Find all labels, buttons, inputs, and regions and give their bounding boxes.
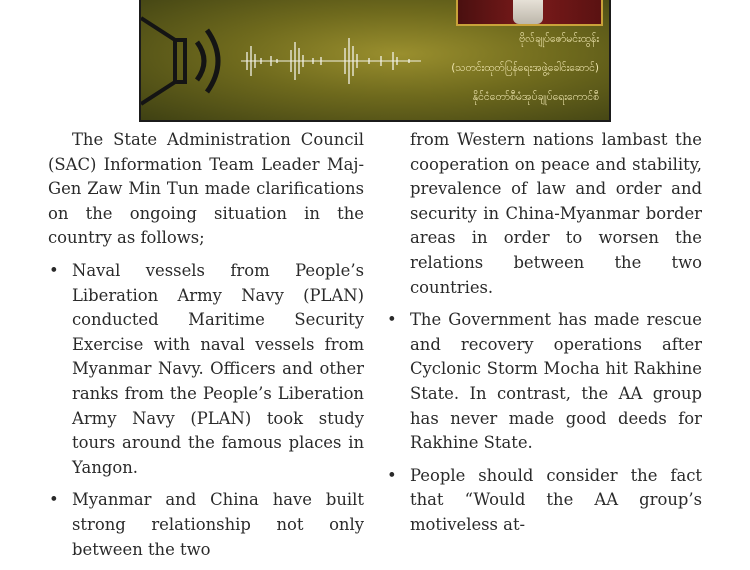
bullet-icon: • [387,465,397,485]
audio-banner [139,0,611,122]
speaker-org: နိုင်ငံတော်စီမံအုပ်ချုပ်ရေးကောင်စီ [472,91,599,103]
left-column [48,128,364,570]
list-item: • The Government has made rescue and recovery operations after Cyclonic Storm Mocha hit Rakhine State. In contrast, the AA group has never made good deeds for Rakhine State. [387,310,702,453]
bullet-icon: • [387,310,397,330]
sound-waves-icon [241,38,421,84]
list-item: • People should consider the fact that “Would the AA group’s motiveless at- [387,465,702,534]
bullet-icon: • [49,260,59,280]
left-bullet-list [48,259,364,562]
bullet-icon: • [49,490,59,510]
list-item: • Naval vessels from People’s Liberation Army Navy (PLAN) conducted Maritime Security Exercise with naval vessels from Myanmar Navy. Officers and other ranks from the People’s Liberation Army Navy (PLAN) took study tours around the famous places in Yangon. [49,260,364,477]
right-bullet-list [386,308,702,537]
list-item: • Myanmar and China have built strong relationship not only between the two [49,490,364,559]
continued-paragraph: from Western nations lambast the cooperation on peace and stability, prevalence of law and order and security in China-Myanmar border areas in order to worsen the relations between the two countries. [410,130,702,297]
intro-paragraph: The State Administration Council (SAC) Information Team Leader Maj-Gen Zaw Min Tun made clarifications on the ongoing situation in the country as follows; [48,130,364,248]
right-column [386,128,702,546]
speaker-portrait [456,0,603,26]
speaker-name: ဗိုလ်ချုပ်ဇော်မင်းထွန်း [519,33,599,45]
speaker-role: (သတင်းထုတ်ပြန်ရေးအဖွဲ့ခေါင်းဆောင်) [451,62,599,74]
